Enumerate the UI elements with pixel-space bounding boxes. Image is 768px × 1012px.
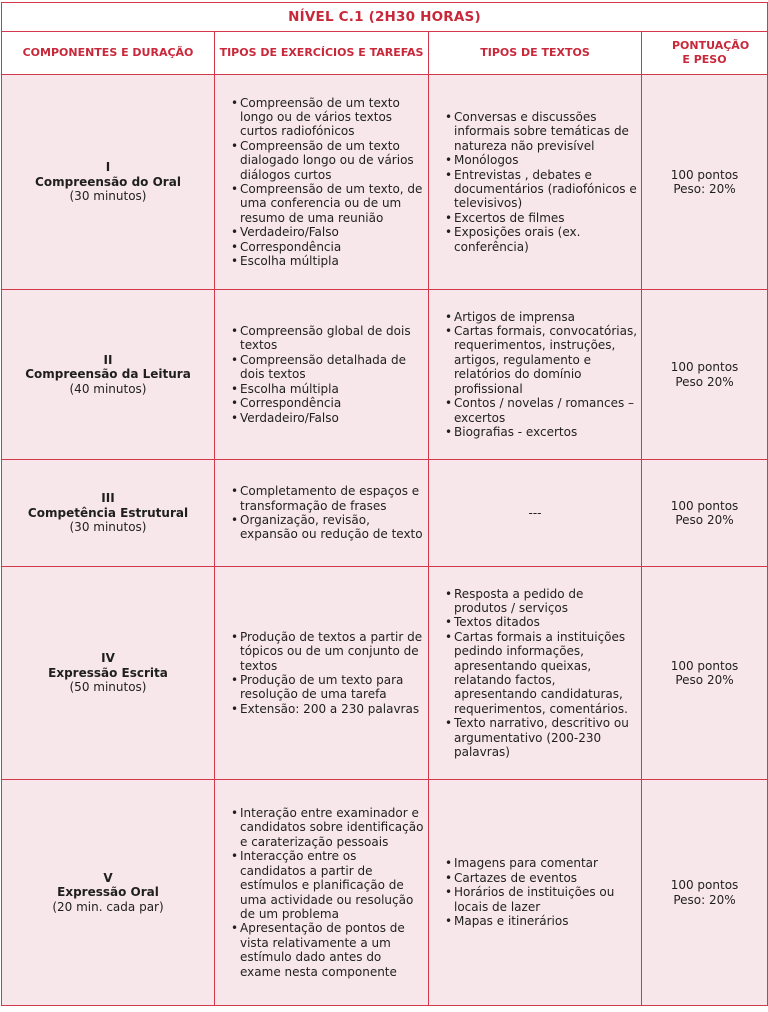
score-points: 100 pontos — [670, 498, 739, 513]
list-item: • Cartazes de eventos — [445, 871, 637, 885]
exercises-cell — [215, 75, 429, 290]
list-item: • Verdadeiro/Falso — [231, 411, 424, 425]
list-item: • Contos / novelas / romances – excertos — [445, 396, 637, 425]
list-item: • Completamento de espaços e transformação de frases — [231, 484, 424, 513]
list-item: • Apresentação de pontos de vista relativamente a um estímulo dado antes do exame nesta componente — [231, 921, 424, 979]
table-row — [2, 75, 768, 290]
list-item: • Interacção entre os candidatos a partir de estímulos e planificação de uma actividade ou resolução de um problema — [231, 849, 424, 921]
score-points: 100 pontos — [670, 360, 739, 375]
score-weight: Peso 20% — [675, 673, 734, 687]
list-item: • Organização, revisão, expansão ou redução de texto — [231, 513, 424, 542]
component-name: Compreensão da Leitura — [25, 367, 191, 382]
list-item: • Compreensão detalhada de dois textos — [231, 353, 424, 382]
list-item: • Mapas e itinerários — [445, 914, 637, 928]
list-item: • Imagens para comentar — [445, 856, 637, 870]
component-name: Expressão Oral — [57, 885, 159, 900]
header-components: COMPONENTES E DURAÇÃO — [2, 32, 215, 75]
score-weight: Peso 20% — [675, 374, 734, 389]
score-cell — [642, 780, 768, 1006]
component-duration: (50 minutos) — [69, 680, 147, 695]
list-item: • Correspondência — [231, 240, 424, 254]
list-item: • Interação entre examinador e candidatos sobre identificação e caraterização pessoais — [231, 806, 424, 849]
score-points: 100 pontos — [670, 167, 739, 182]
list-item: • Produção de um texto para resolução de uma tarefa — [231, 673, 424, 702]
score-weight: Peso: 20% — [673, 182, 736, 196]
component-duration: (20 min. cada par) — [52, 899, 164, 914]
list-item: • Correspondência — [231, 396, 424, 410]
list-item: • Cartas formais, convocatórias, requerimentos, instruções, artigos, regulamento e relatórios do domínio profissional — [445, 324, 637, 396]
texts-cell-empty: --- — [429, 460, 642, 567]
component-duration: (30 minutos) — [69, 189, 147, 204]
table-title: NÍVEL C.1 (2H30 HORAS) — [2, 3, 768, 32]
component-name: Compreensão do Oral — [35, 174, 181, 189]
component-cell — [2, 460, 215, 567]
list-item: • Artigos de imprensa — [445, 310, 637, 324]
list-item: • Biografias - excertos — [445, 425, 637, 439]
score-weight: Peso 20% — [675, 513, 734, 527]
score-weight: Peso: 20% — [673, 892, 736, 907]
list-item: • Escolha múltipla — [231, 382, 424, 396]
texts-cell — [429, 75, 642, 290]
list-item: • Horários de instituições ou locais de lazer — [445, 885, 637, 914]
exam-structure-table — [1, 2, 768, 1006]
exercises-cell — [215, 567, 429, 780]
list-item: • Monólogos — [445, 153, 637, 167]
component-cell — [2, 780, 215, 1006]
table-row — [2, 780, 768, 1006]
header-score: PONTUAÇÃO E PESO — [642, 32, 768, 75]
texts-cell — [429, 567, 642, 780]
list-item: • Entrevistas , debates e documentários (radiofónicos e televisivos) — [445, 168, 637, 211]
component-name: Competência Estrutural — [27, 505, 189, 520]
list-item: • Textos ditados — [445, 615, 637, 629]
list-item: • Compreensão de um texto dialogado longo ou de vários diálogos curtos — [231, 139, 424, 182]
component-duration: (40 minutos) — [69, 381, 147, 396]
score-cell — [642, 460, 768, 567]
exercises-cell — [215, 460, 429, 567]
list-item: • Compreensão de um texto longo ou de vários textos curtos radiofónicos — [231, 96, 424, 139]
component-number: II — [103, 352, 113, 367]
component-cell — [2, 567, 215, 780]
list-item: • Escolha múltipla — [231, 254, 424, 268]
table-row — [2, 567, 768, 780]
component-number: IV — [101, 651, 115, 666]
component-number: III — [101, 491, 115, 506]
list-item: • Conversas e discussões informais sobre temáticas de natureza não previsível — [445, 110, 637, 153]
list-item: • Produção de textos a partir de tópicos ou de um conjunto de textos — [231, 630, 424, 673]
list-item: • Compreensão global de dois textos — [231, 324, 424, 353]
list-item: • Verdadeiro/Falso — [231, 225, 424, 239]
list-item: • Extensão: 200 a 230 palavras — [231, 702, 424, 716]
list-item: • Compreensão de um texto, de uma conferencia ou de um resumo de uma reunião — [231, 182, 424, 225]
table-row — [2, 290, 768, 460]
table-row — [2, 460, 768, 567]
list-item: • Cartas formais a instituições pedindo informações, apresentando queixas, relatando factos, apresentando candidaturas, requerimentos, comentários. — [445, 630, 637, 716]
exercises-cell — [215, 290, 429, 460]
score-points: 100 pontos — [670, 878, 739, 893]
list-item: • Exposições orais (ex. conferência) — [445, 225, 637, 254]
list-item: • Excertos de filmes — [445, 211, 637, 225]
component-name: Expressão Escrita — [48, 665, 168, 680]
score-cell — [642, 290, 768, 460]
component-number: I — [105, 160, 111, 175]
score-cell — [642, 567, 768, 780]
header-exercises: TIPOS DE EXERCÍCIOS E TAREFAS — [215, 32, 429, 75]
texts-cell — [429, 290, 642, 460]
component-cell — [2, 75, 215, 290]
component-duration: (30 minutos) — [69, 520, 147, 535]
score-points: 100 pontos — [670, 658, 739, 673]
exercises-cell — [215, 780, 429, 1006]
texts-cell — [429, 780, 642, 1006]
score-cell — [642, 75, 768, 290]
header-texts: TIPOS DE TEXTOS — [429, 32, 642, 75]
component-cell — [2, 290, 215, 460]
component-number: V — [103, 870, 113, 885]
list-item: • Texto narrativo, descritivo ou argumentativo (200-230 palavras) — [445, 716, 637, 759]
list-item: • Resposta a pedido de produtos / serviços — [445, 587, 637, 616]
